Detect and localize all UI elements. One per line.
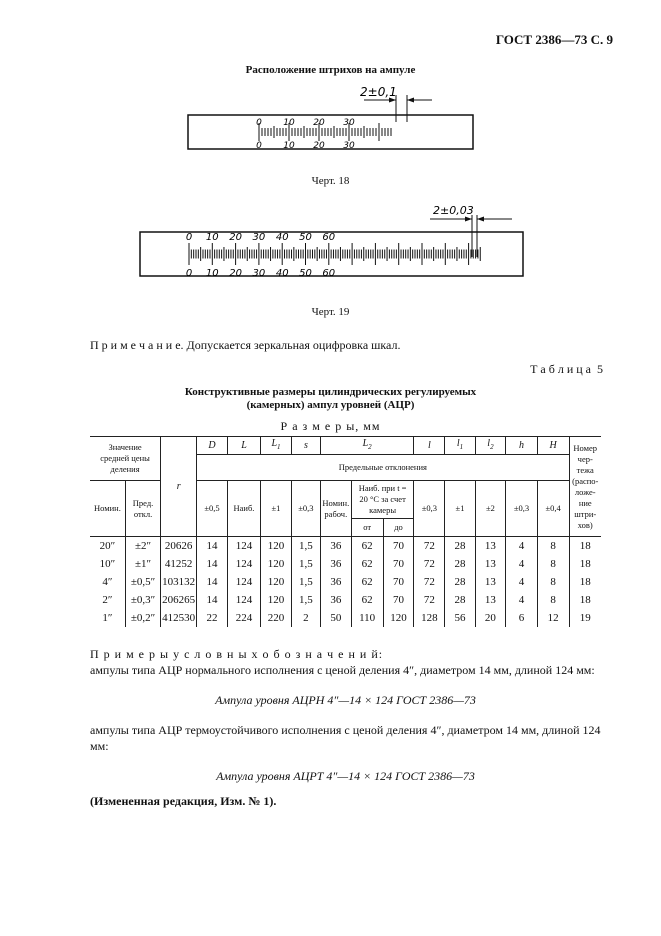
table-cell: ±0,3″ [125, 591, 160, 609]
table-cell: 14 [197, 537, 228, 556]
th-r: r [161, 437, 197, 537]
table-title [0, 386, 661, 412]
example-para-2: ампулы типа АЦР термоустойчивого исполнения с ценой деления 4″, диаметром 14 мм, длиной 124 мм: [90, 723, 601, 753]
examples-section [90, 646, 601, 784]
table-row [90, 573, 601, 591]
table-cell: 4 [506, 573, 538, 591]
scale-ticks [189, 243, 480, 265]
example-designation-2: Ампула уровня АЦРТ 4″—14 × 124 ГОСТ 2386—73 [216, 769, 475, 783]
th-pred-otkl: Пред. откл. [125, 481, 160, 537]
table-cell: 13 [475, 555, 505, 573]
scale-label: 0 [256, 141, 262, 151]
scale-label: 20 [229, 268, 242, 279]
table-cell: 103132 [161, 573, 197, 591]
table-cell: ±2″ [125, 537, 160, 556]
th-l1: $l_1$ [445, 437, 475, 455]
table-cell: 110 [351, 609, 383, 627]
table-cell: 36 [320, 573, 351, 591]
table-cell: 13 [475, 573, 505, 591]
th-d-tol: ±0,5 [197, 481, 228, 537]
table-cell: 124 [227, 591, 260, 609]
scale-top-labels [186, 232, 335, 243]
table-cell: ±0,2″ [125, 609, 160, 627]
table-cell: 72 [414, 537, 445, 556]
table-cell: 120 [261, 591, 292, 609]
th-drawing-no: Номер чер-тежа (распо-ложе-ние штри-хов) [569, 437, 601, 537]
table-cell: 4 [506, 555, 538, 573]
table-row [90, 537, 601, 556]
table-cell: 1,5 [291, 537, 320, 556]
table-cell: 18 [579, 593, 591, 606]
table-cell: 62 [351, 555, 383, 573]
table-cell: ±1″ [125, 555, 160, 573]
scale-label: 10 [205, 268, 219, 279]
scale-label: 30 [252, 232, 266, 243]
table-title-line2: (камерных) ампул уровней (АЦР) [246, 399, 415, 411]
table-cell: 4″ [90, 573, 125, 591]
th-from: от [351, 519, 383, 537]
table-cell: 70 [383, 537, 414, 556]
table-cell: 1,5 [291, 591, 320, 609]
table-cell: 124 [227, 537, 260, 556]
th-l1-tol: ±1 [261, 481, 292, 537]
table-cell: 8 [537, 555, 569, 573]
dimension-label: 2±0,1 [360, 85, 397, 99]
table-cell: 4 [506, 591, 538, 609]
table-cell: 20626 [161, 537, 197, 556]
note-label: П р и м е ч а н и е. [90, 338, 184, 352]
table-cell: 62 [351, 537, 383, 556]
scale-label: 50 [299, 232, 312, 243]
table-cell: 128 [414, 609, 445, 627]
table-cell: 13 [475, 591, 505, 609]
th-H: H [537, 437, 569, 455]
th-L: L [227, 437, 260, 455]
table-cell: 18 [579, 557, 591, 570]
ampoule-scale-fig19 [0, 195, 661, 295]
table-cell: 70 [383, 573, 414, 591]
table-cell: 50 [320, 609, 351, 627]
table-cell: 14 [197, 555, 228, 573]
ampoule-scale-fig18 [0, 80, 661, 180]
scale-label: 10 [205, 232, 219, 243]
table-cell: 28 [445, 555, 475, 573]
scale-label: 20 [313, 118, 325, 128]
examples-heading: П р и м е р ы у с л о в н ы х о б о з н а ч е н и й: [90, 647, 384, 661]
scale-label: 20 [229, 232, 242, 243]
table-cell: 19 [579, 611, 591, 624]
th-l2-max: Наиб. при t = 20 °С за счет камеры [351, 481, 414, 519]
table-cell: 28 [445, 573, 475, 591]
table-cell: 18 [579, 539, 591, 552]
table-cell: 36 [320, 591, 351, 609]
table-row [90, 609, 601, 627]
figure-caption-19: Черт. 19 [311, 306, 350, 318]
table-cell: 14 [197, 591, 228, 609]
scale-label: 20 [313, 141, 325, 151]
th-limits: Предельные отклонения [197, 455, 569, 481]
th-nominal: Номин. [90, 481, 125, 537]
table-cell: 1″ [90, 609, 125, 627]
table-cell: 70 [383, 591, 414, 609]
note [90, 338, 400, 353]
dimensions-label: Р а з м е р ы, мм [280, 419, 381, 433]
table-cell: 2″ [90, 591, 125, 609]
table-cell: 412530 [161, 609, 197, 627]
th-value-group: Значение средней цены деления [90, 437, 161, 481]
table-cell: 120 [261, 555, 292, 573]
table-cell: 14 [197, 573, 228, 591]
table-cell: 2 [291, 609, 320, 627]
scale-label: 40 [275, 232, 289, 243]
th-D: D [197, 437, 228, 455]
th-L1: $L_1$ [261, 437, 292, 455]
table-row [90, 555, 601, 573]
amendment-note: (Измененная редакция, Изм. № 1). [90, 794, 277, 808]
table-cell: 220 [261, 609, 292, 627]
table-cell: 1,5 [291, 573, 320, 591]
table-cell: 12 [537, 609, 569, 627]
table-cell: 28 [445, 591, 475, 609]
table-cell: ±0,5″ [125, 573, 160, 591]
scale-label: 50 [299, 268, 312, 279]
table-cell: 1,5 [291, 555, 320, 573]
th-to: до [383, 519, 414, 537]
th-s: s [291, 437, 320, 455]
th-s-tol: ±0,3 [291, 481, 320, 537]
dimension-label: 2±0,03 [433, 204, 474, 217]
scale-label: 30 [343, 118, 355, 128]
scale-label: 30 [343, 141, 355, 151]
table-cell: 206265 [161, 591, 197, 609]
table-row [90, 591, 601, 609]
table-cell: 8 [537, 537, 569, 556]
table-cell: 120 [261, 573, 292, 591]
table-cell: 120 [383, 609, 414, 627]
table-cell: 28 [445, 537, 475, 556]
table-body [90, 537, 601, 628]
table-cell: 8 [537, 591, 569, 609]
table-cell: 120 [261, 537, 292, 556]
table-cell: 36 [320, 537, 351, 556]
table-cell: 20″ [90, 537, 125, 556]
table-cell: 62 [351, 591, 383, 609]
th-l-tol: Наиб. [227, 481, 260, 537]
page-header: ГОСТ 2386—73 С. 9 [495, 32, 613, 47]
scale-label: 0 [185, 268, 193, 279]
example-designation-1: Ампула уровня АЦРН 4″—14 × 124 ГОСТ 2386—73 [215, 693, 476, 707]
table-cell: 72 [414, 573, 445, 591]
table-cell: 22 [197, 609, 228, 627]
th-l: l [414, 437, 445, 455]
scale-label: 0 [256, 118, 262, 128]
th-l1small-tol: ±1 [445, 481, 475, 537]
table-cell: 62 [351, 573, 383, 591]
scale-label: 0 [185, 232, 193, 243]
table-cell: 124 [227, 555, 260, 573]
scale-label: 10 [283, 141, 295, 151]
table-cell: 70 [383, 555, 414, 573]
table-cell: 13 [475, 537, 505, 556]
table-cell: 72 [414, 555, 445, 573]
table-cell: 8 [537, 573, 569, 591]
note-text: Допускается зеркальная оцифровка шкал. [186, 338, 401, 352]
example-para-1: ампулы типа АЦР нормального исполнения с ценой деления 4″, диаметром 14 мм, длиной 124 мм: [90, 663, 595, 677]
th-l2small-tol: ±2 [475, 481, 505, 537]
table-cell: 124 [227, 573, 260, 591]
table-cell: 10″ [90, 555, 125, 573]
table-title-line1: Конструктивные размеры цилиндрических регулируемых [184, 386, 477, 398]
table-cell: 224 [227, 609, 260, 627]
table-cell: 6 [506, 609, 538, 627]
table-cell: 56 [445, 609, 475, 627]
scale-label: 60 [322, 232, 336, 243]
th-L2: $L_2$ [320, 437, 414, 455]
table-cell: 20 [475, 609, 505, 627]
scale-bottom-labels [186, 268, 335, 279]
th-h-tol: ±0,3 [506, 481, 538, 537]
th-l2-nom: Номин. рабоч. [320, 481, 351, 537]
table-cell: 72 [414, 591, 445, 609]
th-h: h [506, 437, 538, 455]
figure-caption-18: Черт. 18 [311, 175, 350, 187]
scale-label: 60 [322, 268, 336, 279]
figure-title: Расположение штрихов на ампуле [245, 64, 416, 76]
scale-label: 40 [275, 268, 289, 279]
scale-label: 10 [283, 118, 295, 128]
scale-ticks [259, 123, 391, 141]
table-cell: 36 [320, 555, 351, 573]
table-cell: 41252 [161, 555, 197, 573]
spec-table [90, 436, 601, 627]
table-number: Т а б л и ц а 5 [530, 362, 603, 376]
scale-label: 30 [252, 268, 266, 279]
th-lsmall-tol: ±0,3 [414, 481, 445, 537]
scale-top-labels [256, 118, 355, 128]
table-cell: 4 [506, 537, 538, 556]
th-l2: $l_2$ [475, 437, 505, 455]
table-cell: 18 [579, 575, 591, 588]
th-H-tol: ±0,4 [537, 481, 569, 537]
